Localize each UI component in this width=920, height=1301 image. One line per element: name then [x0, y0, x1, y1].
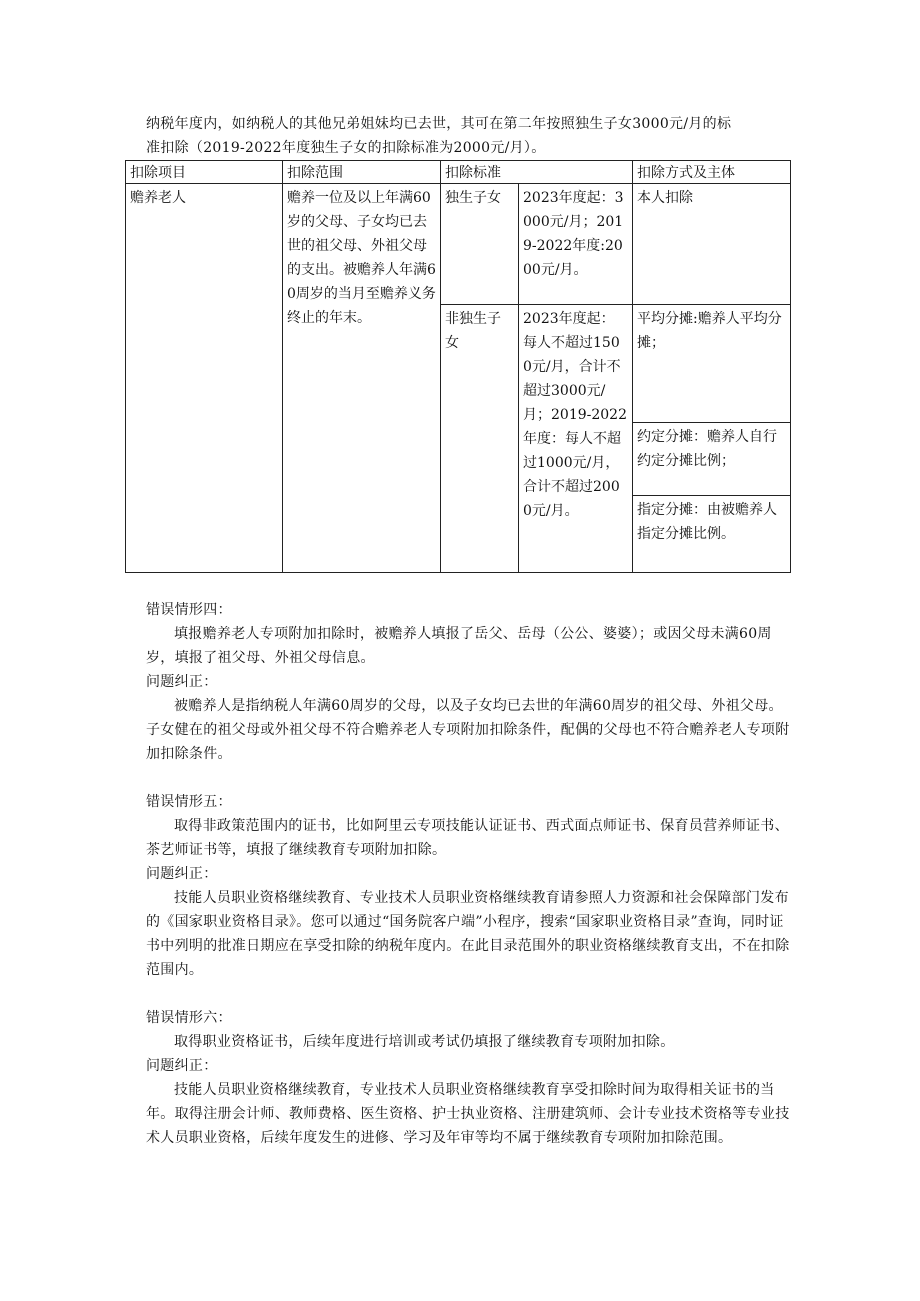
intro-line-1: 纳税年度内，如纳税人的其他兄弟姐妹均已去世，其可在第二年按照独生子女3000元/月的标	[146, 116, 732, 132]
cell-method-agreed: 约定分摊：赡养人自行约定分摊比例；	[633, 423, 791, 496]
header-item: 扣除项目	[126, 161, 283, 184]
cell-scope: 赡养一位及以上年满60岁的父母、子女均已去世的祖父母、外祖父母的支出。被赡养人年满60周岁的当月至赡养义务终止的年末。	[283, 184, 441, 573]
cell-method-equal: 平均分摊:赡养人平均分摊；	[633, 305, 791, 423]
section-fix-heading: 问题纠正：	[146, 674, 218, 690]
cell-non-only-child-label: 非独生子女	[441, 305, 519, 573]
section-error-text: 取得非政策范围内的证书，比如阿里云专项技能认证证书、西式面点师证书、保育员营养师证书、茶艺师证书等，填报了继续教育专项附加扣除。	[146, 818, 789, 858]
intro-line-2: 准扣除（2019-2022年度独生子女的扣除标准为2000元/月）。	[146, 140, 546, 156]
section-error-6	[146, 1006, 796, 1150]
cell-method-designated: 指定分摊：由被赡养人指定分摊比例。	[633, 496, 791, 573]
header-scope: 扣除范围	[283, 161, 441, 184]
deduction-table	[125, 160, 791, 573]
section-fix-text: 技能人员职业资格继续教育、专业技术人员职业资格继续教育请参照人力资源和社会保障部门发布的《国家职业资格目录》。您可以通过“国务院客户端”小程序，搜索“国家职业资格目录”查询，同时证书中列明的批准日期应在享受扣除的纳税年度内。在此目录范围外的职业资格继续教育支出，不在扣除范围内。	[146, 890, 790, 978]
section-fix-text: 被赡养人是指纳税人年满60周岁的父母，以及子女均已去世的年满60周岁的祖父母、外祖父母。子女健在的祖父母或外祖父母不符合赡养老人专项附加扣除条件，配偶的父母也不符合赡养老人专项附加扣除条件。	[146, 698, 790, 762]
section-error-4	[146, 598, 796, 766]
table-row-only-child	[126, 184, 791, 305]
cell-only-child-label: 独生子女	[441, 184, 519, 305]
header-standard: 扣除标准	[441, 161, 633, 184]
table-header-row	[126, 161, 791, 184]
cell-item: 赡养老人	[126, 184, 283, 573]
section-error-5	[146, 790, 796, 982]
section-heading: 错误情形五：	[146, 794, 232, 810]
cell-only-child-standard: 2023年度起：3000元/月；2019-2022年度:2000元/月。	[519, 184, 633, 305]
cell-non-only-child-standard: 2023年度起：每人不超过1500元/月，合计不超过3000元/月；2019-2022年度：每人不超过1000元/月，合计不超过2000元/月。	[519, 305, 633, 573]
section-fix-heading: 问题纠正：	[146, 866, 218, 882]
section-heading: 错误情形六：	[146, 1010, 232, 1026]
header-method: 扣除方式及主体	[633, 161, 791, 184]
section-fix-heading: 问题纠正：	[146, 1058, 218, 1074]
section-error-text: 取得职业资格证书，后续年度进行培训或考试仍填报了继续教育专项附加扣除。	[174, 1034, 675, 1050]
intro-paragraph	[146, 112, 796, 160]
cell-only-child-method: 本人扣除	[633, 184, 791, 305]
section-error-text: 填报赡养老人专项附加扣除时，被赡养人填报了岳父、岳母（公公、婆婆）；或因父母未满60周岁，填报了祖父母、外祖父母信息。	[146, 626, 772, 666]
section-heading: 错误情形四：	[146, 602, 232, 618]
section-fix-text: 技能人员职业资格继续教育，专业技术人员职业资格继续教育享受扣除时间为取得相关证书的当年。取得注册会计师、教师费格、医生资格、护士执业资格、注册建筑师、会计专业技术资格等专业技术人员职业资格，后续年度发生的进修、学习及年审等均不属于继续教育专项附加扣除范围。	[146, 1082, 790, 1146]
